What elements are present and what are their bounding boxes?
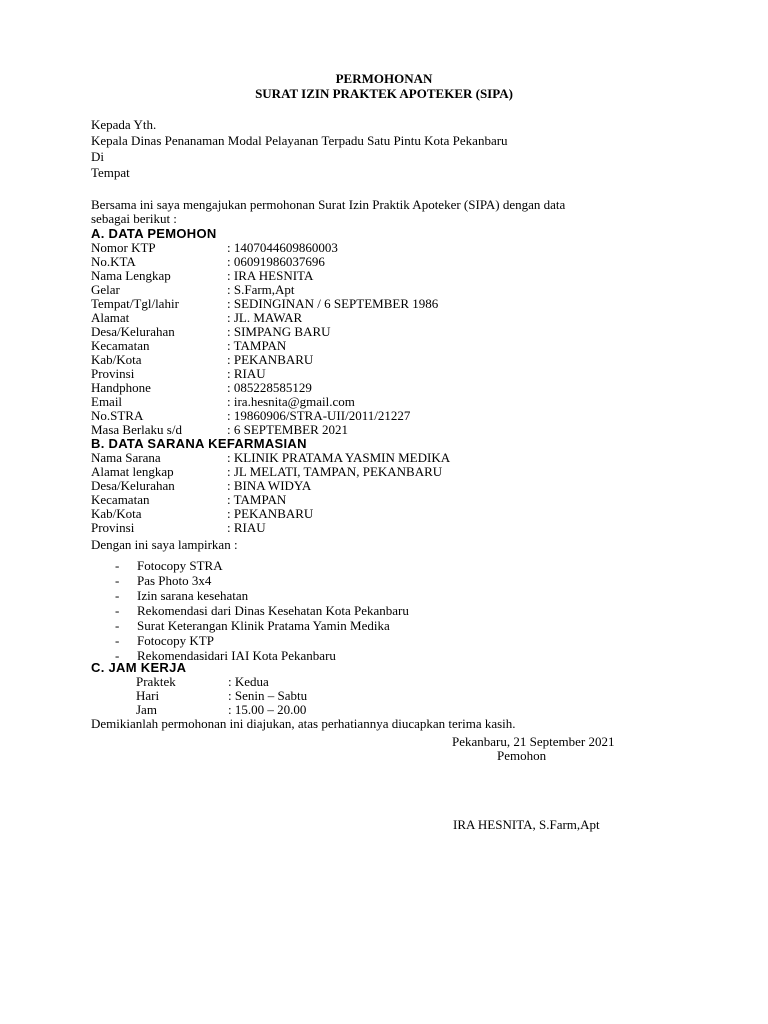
field-value: : ira.hesnita@gmail.com [227,394,355,409]
intro-line: Bersama ini saya mengajukan permohonan Surat Izin Praktik Apoteker (SIPA) dengan data [91,197,566,212]
field-value: : JL MELATI, TAMPAN, PEKANBARU [227,464,443,479]
field-row [91,353,438,367]
bullet-dash: - [115,618,120,633]
section-heading: C. JAM KERJA [91,660,187,675]
field-row [91,311,438,325]
attachments-intro: Dengan ini saya lampirkan : [91,537,238,552]
field-value: : RIAU [227,520,266,535]
bullet-dash: - [115,603,120,618]
field-label: Kecamatan [91,338,150,353]
recipient-address [91,118,508,182]
list-item-text: Fotocopy KTP [137,633,214,648]
field-row [91,283,438,297]
list-item-text: Fotocopy STRA [137,558,223,573]
field-value: : 1407044609860003 [227,240,338,255]
closing-text: Demikianlah permohonan ini diajukan, atas perhatiannya diucapkan terima kasih. [91,716,516,731]
address-line: Di [91,149,104,164]
section-heading: A. DATA PEMOHON [91,226,217,241]
list-item [115,619,409,634]
signer-role: Pemohon [497,748,547,763]
document-subtitle: SURAT IZIN PRAKTEK APOTEKER (SIPA) [255,86,513,101]
field-value: : JL. MAWAR [227,310,303,325]
field-label: No.STRA [91,408,144,423]
field-label: Desa/Kelurahan [91,324,175,339]
list-item [115,604,409,619]
field-value: : RIAU [227,366,266,381]
list-item [115,574,409,589]
field-row [91,297,438,311]
place-date: Pekanbaru, 21 September 2021 [452,734,615,749]
field-row [91,675,307,689]
field-row [91,395,438,409]
bullet-dash: - [115,633,120,648]
field-value: : SIMPANG BARU [227,324,331,339]
field-value: : PEKANBARU [227,506,314,521]
field-row [91,409,438,423]
list-item [115,589,409,604]
field-label: Desa/Kelurahan [91,478,175,493]
address-line: Kepala Dinas Penanaman Modal Pelayanan Terpadu Satu Pintu Kota Pekanbaru [91,133,508,148]
field-row [91,367,438,381]
field-value: : 085228585129 [227,380,312,395]
field-label: Handphone [91,380,151,395]
field-label: Email [91,394,123,409]
bullet-dash: - [115,573,120,588]
field-value: : 15.00 – 20.00 [228,702,307,717]
intro-line: sebagai berikut : [91,211,177,226]
section-data-pemohon [91,227,438,437]
list-item-text: Surat Keterangan Klinik Pratama Yamin Medika [137,618,390,633]
field-row [91,451,450,465]
field-value: : IRA HESNITA [227,268,314,283]
field-value: : TAMPAN [227,338,287,353]
field-row [91,325,438,339]
signatory-name: IRA HESNITA, S.Farm,Apt [453,817,600,832]
list-item-text: Izin sarana kesehatan [137,588,249,603]
field-value: : BINA WIDYA [227,478,312,493]
bullet-dash: - [115,558,120,573]
field-label: Nomor KTP [91,240,156,255]
field-value: : 06091986037696 [227,254,325,269]
field-label: Gelar [91,282,120,297]
list-item [115,559,409,574]
field-value: : 19860906/STRA-UII/2011/21227 [227,408,411,423]
field-row [91,465,450,479]
field-label: Masa Berlaku s/d [91,422,182,437]
field-row [91,479,450,493]
field-label: Tempat/Tgl/lahir [91,296,179,311]
field-row [91,689,307,703]
bullet-dash: - [115,588,120,603]
field-value: : PEKANBARU [227,352,314,367]
address-line: Tempat [91,165,130,180]
field-row [91,521,450,535]
field-value: : KLINIK PRATAMA YASMIN MEDIKA [227,450,451,465]
field-row [91,241,438,255]
list-item-text: Pas Photo 3x4 [137,573,212,588]
section-jam-kerja [91,661,307,717]
field-label: Kecamatan [91,492,150,507]
field-label: Kab/Kota [91,506,142,521]
field-label: Alamat lengkap [91,464,174,479]
field-value: : 6 SEPTEMBER 2021 [227,422,348,437]
field-label: Provinsi [91,366,135,381]
field-label: Nama Lengkap [91,268,171,283]
field-row [91,381,438,395]
field-row [91,507,450,521]
list-item-text: Rekomendasidari IAI Kota Pekanbaru [137,648,336,663]
bullet-dash: - [115,648,120,663]
field-row [91,269,438,283]
field-label: Kab/Kota [91,352,142,367]
field-label: No.KTA [91,254,136,269]
field-label: Nama Sarana [91,450,161,465]
attachments-list [115,559,409,664]
field-value: : TAMPAN [227,492,287,507]
field-label: Hari [136,688,160,703]
list-item [115,634,409,649]
field-row [91,703,307,717]
field-value: : SEDINGINAN / 6 SEPTEMBER 1986 [227,296,439,311]
field-label: Provinsi [91,520,135,535]
field-value: : S.Farm,Apt [227,282,295,297]
field-row [91,493,450,507]
field-label: Alamat [91,310,130,325]
field-row [91,339,438,353]
document-title: PERMOHONAN [335,71,433,86]
field-value: : Kedua [228,674,269,689]
field-row [91,423,438,437]
field-row [91,255,438,269]
address-line: Kepada Yth. [91,117,157,132]
field-label: Praktek [136,674,176,689]
field-label: Jam [136,702,157,717]
intro-paragraph [91,198,651,226]
section-data-sarana [91,437,450,535]
section-heading: B. DATA SARANA KEFARMASIAN [91,436,307,451]
list-item-text: Rekomendasi dari Dinas Kesehatan Kota Pekanbaru [137,603,409,618]
field-value: : Senin – Sabtu [228,688,308,703]
